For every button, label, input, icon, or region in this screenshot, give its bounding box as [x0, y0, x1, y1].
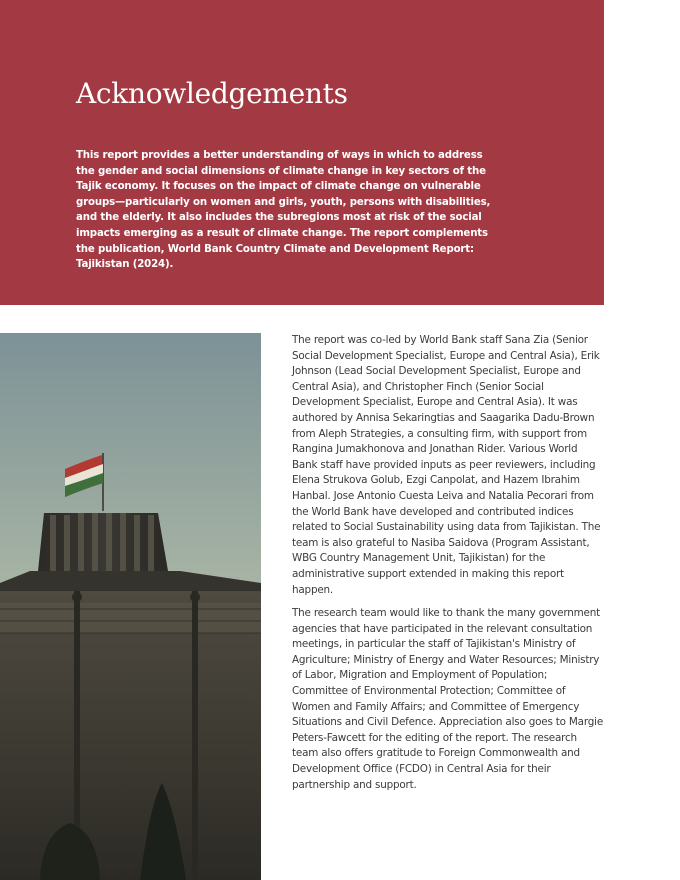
photo-illustration — [0, 333, 261, 880]
paragraph-contributors: The report was co-led by World Bank staff Sana Zia (Senior Social Development Specialist, Europe and Central Asia), Erik Johnson (Lead Social Development Specialist, Europe and Central Asia), and Christopher Finch (Senior Social Development Specialist, Europe and Central Asia). It was authored by Annisa Sekaringtias and Saagarika Dadu-Brown from Aleph Strategies, a consulting firm, with support from Rangina Jumakhonova and Jonathan Rider. Various World Bank staff have provided inputs as peer reviewers, including Elena Strukova Golub, Ezgi Canpolat, and Hazem Ibrahim Hanbal. Jose Antonio Cuesta Leiva and Natalia Pecorari from the World Bank have developed and contributed indices related to Social Sustainability using data from Tajikistan. The team is also grateful to Nasiba Saidova (Program Assistant, WBG Country Management Unit, Tajikistan) for the administrative support extended in making this report happen. — [292, 334, 601, 596]
paragraph-thanks: The research team would like to thank the many government agencies that have participated in the relevant consultation meetings, in particular the staff of Tajikistan's Ministry of Agriculture; Ministry of Energy and Water Resources; Ministry of Labor, Migration and Employment of Population; Committee of Environmental Protection; Committee of Women and Family Affairs; and Committee of Emergency Situations and Civil Defence. Appreciation also goes to Margie Peters-Fawcett for the editing of the report. The research team also offers gratitude to Foreign Commonwealth and Development Office (FCDO) in Central Asia for their partnership and support. — [292, 607, 604, 791]
header-banner — [0, 0, 604, 305]
intro-summary: This report provides a better understanding of ways in which to address the gender and social dimensions of climate change in key sectors of the Tajik economy. It focuses on the impact of climate change on vulnerable groups—particularly on women and girls, youth, persons with disabilities, and the elderly. It also includes the subregions most at risk of the social impacts emerging as a result of climate change. The report complements the publication, World Bank Country Climate and Development Report: Tajikistan (2024). — [76, 150, 491, 271]
building-flag-photo — [0, 333, 261, 880]
acknowledgements-body — [292, 333, 604, 801]
page-title: Acknowledgements — [76, 77, 348, 110]
